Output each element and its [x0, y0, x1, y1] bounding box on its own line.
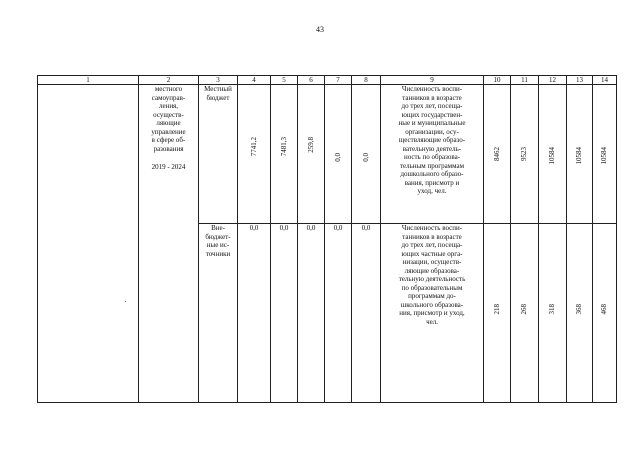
- column-number: 8: [352, 76, 381, 85]
- target-value: 10584: [539, 85, 567, 224]
- program-table: [37, 75, 617, 403]
- finance-value: 0,0: [352, 85, 381, 224]
- column-number: 13: [567, 76, 593, 85]
- target-value: 268: [511, 224, 539, 403]
- target-value: 8462: [484, 85, 511, 224]
- scan-speck: [125, 301, 126, 302]
- column-number: 14: [593, 76, 617, 85]
- target-value: 10584: [593, 85, 617, 224]
- responsible-cell: местного самоуправ- ления, осуществ- ляющие управление в сфере об- разования 2019 - 2024: [139, 85, 199, 403]
- finance-value: 0,0: [298, 224, 325, 403]
- column-number-row: [38, 76, 617, 85]
- finance-value: 7481,3: [271, 85, 298, 224]
- finance-value: 0,0: [352, 224, 381, 403]
- target-value: 10584: [567, 85, 593, 224]
- indicator-text: Численность воспи- танников в возрасте до трех лет, посеща- ющих частные орга- низации, осуществ- ляющие образова- тельную деятельность по образовательным программам до- школьного образова- ния, присмотр и уход, чел.: [381, 224, 484, 403]
- target-value: 218: [484, 224, 511, 403]
- target-value: 318: [539, 224, 567, 403]
- page-number: 43: [316, 25, 324, 34]
- funding-source: Местный бюджет: [199, 85, 238, 224]
- column-number: 11: [511, 76, 539, 85]
- column-number: 1: [38, 76, 139, 85]
- table-row-local-budget: [38, 85, 617, 224]
- column-number: 7: [325, 76, 352, 85]
- target-value: 9523: [511, 85, 539, 224]
- column-number: 9: [381, 76, 484, 85]
- column-number: 4: [238, 76, 271, 85]
- column-number: 6: [298, 76, 325, 85]
- column-number: 5: [271, 76, 298, 85]
- finance-value: 0,0: [238, 224, 271, 403]
- finance-value: 0,0: [325, 85, 352, 224]
- funding-source: Вне- бюджет- ные ис- точники: [199, 224, 238, 403]
- finance-value: 0,0: [325, 224, 352, 403]
- finance-value: 0,0: [271, 224, 298, 403]
- column-number: 12: [539, 76, 567, 85]
- measure-cell: [38, 85, 139, 403]
- column-number: 10: [484, 76, 511, 85]
- finance-value: 7741,2: [238, 85, 271, 224]
- target-value: 468: [593, 224, 617, 403]
- column-number: 2: [139, 76, 199, 85]
- finance-value: 259,8: [298, 85, 325, 224]
- indicator-text: Численность воспи- танников в возрасте до трех лет, посеща- ющих государствен- ные и муниципальные организации, осу- ществляющие образо- вательную деятель- ность по образова- тельным программам дошкольного образо- вания, присмотр и уход, чел.: [381, 85, 484, 224]
- column-number: 3: [199, 76, 238, 85]
- period: 2019 - 2024: [151, 163, 186, 172]
- target-value: 368: [567, 224, 593, 403]
